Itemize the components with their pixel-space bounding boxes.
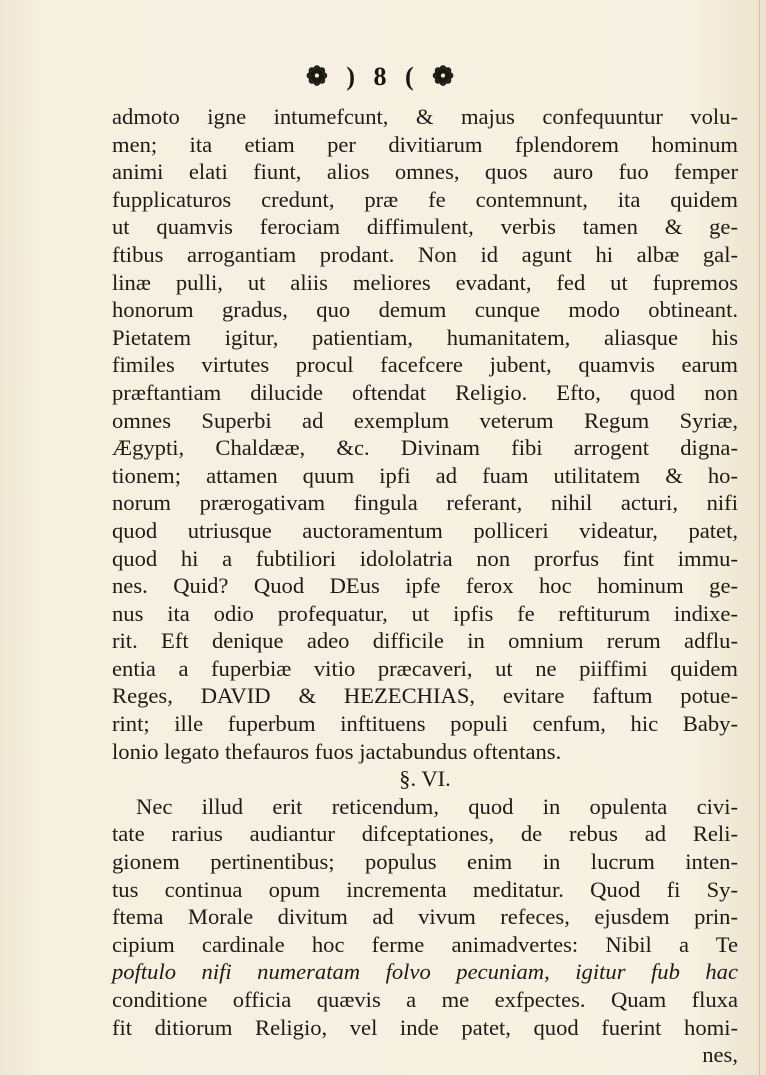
text-line: tus continua opum incrementa meditatur. Quod fi Sy- [112, 876, 738, 902]
page-header-ornament: ❁ ) 8 ( ❁ [306, 62, 460, 91]
text-line: men; ita etiam per divitiarum fplendorem hominum [112, 131, 738, 157]
body-text [112, 103, 738, 1069]
text-line: quod hi a fubtiliori idololatria non prorfus fint immu- [112, 545, 738, 571]
text-line: fit ditiorum Religio, vel inde patet, quod fuerint homi- [112, 1014, 738, 1040]
text-line: nus ita odio profequatur, ut ipfis fe reftiturum indixe- [112, 600, 738, 626]
text-line: animi elati fiunt, alios omnes, quos auro fuo femper [112, 159, 738, 185]
text-line: omnes Superbi ad exemplum veterum Regum Syriæ, [112, 407, 738, 433]
text-line: fimiles virtutes procul facefcere jubent, quamvis earum [112, 352, 738, 378]
text-line: tionem; attamen quum ipfi ad fuam utilitatem & ho- [112, 462, 738, 488]
text-line: quod utriusque auctoramentum polliceri videatur, patet, [112, 517, 738, 543]
text-line: tate rarius audiantur difceptationes, de rebus ad Reli- [112, 821, 738, 847]
text-line: Nec illud erit reticendum, quod in opulenta civi- [136, 793, 738, 819]
text-line: cipium cardinale hoc ferme animadvertes: Nibil a Te [112, 931, 738, 957]
text-line: honorum gradus, quo demum cunque modo obtineant. [112, 297, 738, 323]
text-line: nes. Quid? Quod DEus ipfe ferox hoc hominum ge- [112, 573, 738, 599]
text-line: ut quamvis ferociam diffimulent, verbis tamen & ge- [112, 214, 738, 240]
text-line: entia a fuperbiæ vitio præcaveri, ut ne piiffimi quidem [112, 655, 738, 681]
catchword: nes, [702, 1042, 738, 1068]
text-line: rint; ille fuperbum inftituens populi cenfum, hic Baby- [112, 711, 738, 737]
text-line: linæ pulli, ut aliis meliores evadant, fed ut fupremos [112, 269, 738, 295]
text-line: Reges, DAVID & HEZECHIAS, evitare faftum potue- [112, 683, 738, 709]
text-line: ftema Morale divitum ad vivum refeces, ejusdem prin- [112, 904, 738, 930]
text-line: Ægypti, Chaldææ, &c. Divinam fibi arrogent digna- [112, 435, 738, 461]
text-line: norum prærogativam fingula referant, nihil acturi, nifi [112, 490, 738, 516]
text-line: præftantiam dilucide oftendat Religio. Efto, quod non [112, 379, 738, 405]
text-line: conditione officia quævis a me exfpectes. Quam fluxa [112, 987, 738, 1012]
page-edge [759, 0, 760, 1075]
text-line: admoto igne intumefcunt, & majus confequuntur volu- [112, 104, 738, 129]
text-line: lonio legato thefauros fuos jactabundus oftentans. [112, 738, 562, 764]
text-line: rit. Eft denique adeo difficile in omnium rerum adflu- [112, 628, 738, 654]
text-line: poftulo nifi numeratam folvo pecuniam, igitur fub hac [112, 959, 738, 985]
text-line: Pietatem igitur, patientiam, humanitatem, aliasque his [112, 324, 738, 350]
text-line: gionem pertinentibus; populus enim in lucrum inten- [112, 849, 738, 875]
text-line: ftibus arrogantiam prodant. Non id agunt hi albæ gal- [112, 241, 738, 267]
text-line: fupplicaturos credunt, præ fe contemnunt, ita quidem [112, 186, 738, 212]
section-heading: §. VI. [399, 766, 451, 792]
